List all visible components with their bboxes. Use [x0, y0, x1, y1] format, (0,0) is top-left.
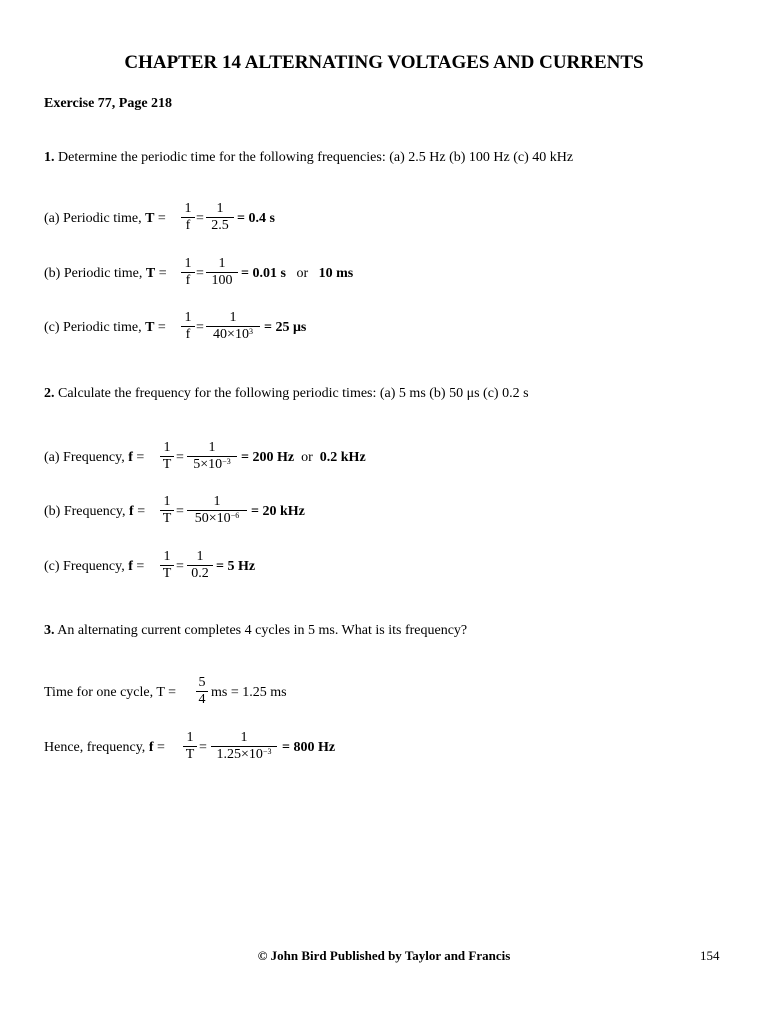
fraction: 1 2.5 [206, 201, 234, 234]
fraction: 1 T [160, 440, 174, 473]
fraction: 1 $1.25\times 10^{-3}$ [211, 730, 277, 763]
chapter-title: CHAPTER 14 ALTERNATING VOLTAGES AND CURRENTS [124, 52, 644, 73]
page-number: 154 [700, 948, 720, 963]
question-text: Determine the periodic time for the following frequencies: (a) 2.5 Hz (b) 100 Hz (c) 40 kHz [58, 150, 574, 165]
answer-2c-label: (c) Frequency, f = [44, 559, 145, 574]
question-number: 2. [44, 386, 55, 401]
answer-value: = 800 Hz [282, 740, 336, 755]
fraction: 1 $50\times 10^{-6}$ [187, 494, 247, 527]
question-number: 1. [44, 150, 55, 165]
answer-value: = 0.4 s [237, 211, 275, 226]
fraction: 1 $40\times 10^3$ [206, 310, 260, 343]
answer-value: = 20 kHz [251, 504, 305, 519]
question-1 [44, 150, 573, 166]
question-text: An alternating current completes 4 cycles in 5 ms. What is its frequency? [57, 623, 468, 638]
fraction: 5 4 [196, 675, 208, 708]
question-text: Calculate the frequency for the following periodic times: (a) 5 ms (b) 50 μs (c) 0.2 s [58, 386, 529, 401]
question-3 [44, 623, 467, 639]
fraction: 1 100 [206, 256, 238, 289]
question-2 [44, 386, 529, 402]
fraction: 1 T [160, 549, 174, 582]
answer-2a-label: (a) Frequency, f = [44, 450, 145, 465]
exercise-heading: Exercise 77, Page 218 [44, 96, 173, 111]
time-one-cycle-label: Time for one cycle, T = [44, 685, 177, 700]
answer-1b-label: (b) Periodic time, T = [44, 266, 167, 281]
frequency-result-label: Hence, frequency, f = [44, 740, 165, 755]
answer-value: = 5 Hz [216, 559, 256, 574]
fraction: 1 0.2 [187, 549, 213, 582]
time-one-cycle-result: ms = 1.25 ms [211, 685, 287, 700]
answer-1a-label: (a) Periodic time, T = [44, 211, 166, 226]
fraction: 1 T [183, 730, 197, 763]
fraction: 1 $5\times 10^{-3}$ [187, 440, 237, 473]
fraction: 1 T [160, 494, 174, 527]
fraction: 1 f [181, 310, 195, 343]
footer-copyright: © John Bird Published by Taylor and Francis [257, 948, 511, 963]
answer-value: = 25 μs [264, 320, 307, 335]
answer-value: = 0.01 s or 10 ms [241, 266, 354, 281]
question-number: 3. [44, 623, 55, 638]
answer-value: = 200 Hz or 0.2 kHz [241, 450, 366, 465]
answer-1c-label: (c) Periodic time, T = [44, 320, 166, 335]
fraction: 1 f [181, 256, 195, 289]
answer-2b-label: (b) Frequency, f = [44, 504, 146, 519]
fraction: 1 f [181, 201, 195, 234]
